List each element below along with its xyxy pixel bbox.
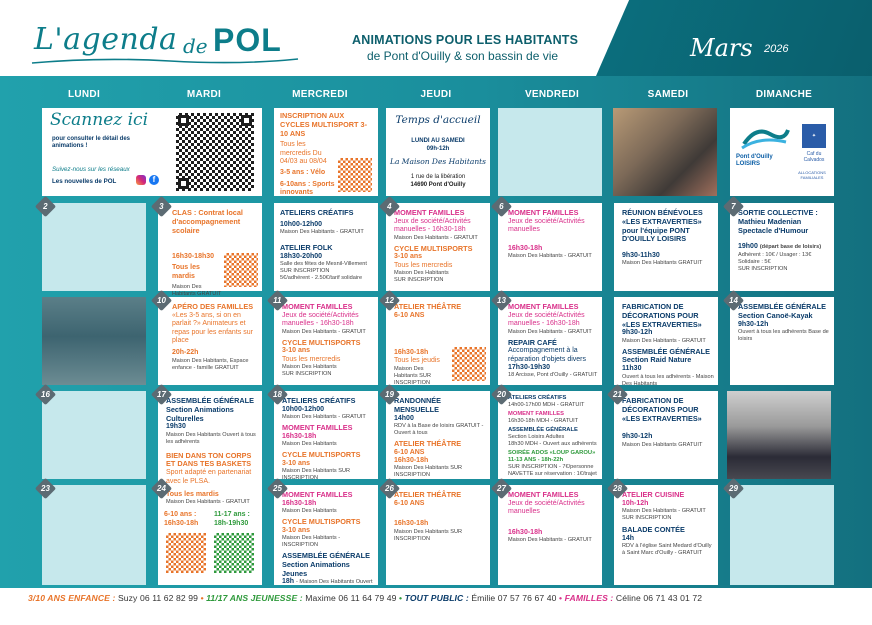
date-badge: 23 <box>35 478 56 499</box>
clas-qr-code[interactable] <box>224 253 258 287</box>
event-place: Maison Des Habitants SUR INSCRIPTION <box>394 528 463 542</box>
day-cell-7 <box>614 203 718 291</box>
group-photo <box>727 391 831 479</box>
event-price: Adhérent : 10€ / Usager : 13€ <box>738 251 812 258</box>
follow-text: Suivez-nous sur les réseaux <box>52 166 130 173</box>
accueil-card <box>386 108 490 196</box>
event-desc: Section Loisirs Adultes <box>508 433 565 440</box>
empty-cell <box>498 108 602 196</box>
date-badge: 6 <box>491 196 512 217</box>
day-header-vendredi: VENDREDI <box>524 89 580 100</box>
event-place: Maison Des Habitants - GRATUIT <box>282 414 366 421</box>
date-badge: 21 <box>607 384 628 405</box>
public-contact: Émilie 07 57 76 67 40 <box>471 593 557 603</box>
month-label: Mars <box>690 34 753 62</box>
date-badge: 7 <box>723 196 744 217</box>
accueil-hours: 09h-12h <box>426 146 450 152</box>
event-time: 14h00-17h00 MDH - GRATUIT <box>508 401 585 408</box>
event-place: Maison Des Habitants <box>394 270 449 277</box>
kayak-photo <box>42 297 146 385</box>
event-desc: Jeux de société/Activités manuelles - 16h30-18h <box>508 311 585 328</box>
day-cell-27 <box>498 485 602 585</box>
event-desc: Sport adapté en partenariat avec le PLSA. <box>166 469 252 485</box>
event-place: Maison Des Habitants <box>282 364 337 371</box>
event-time: 16h30-18h <box>508 528 543 536</box>
event-time: 20h-22h <box>172 349 199 357</box>
caf-logo-sub: ALLOCATIONS FAMILIALES <box>798 170 826 180</box>
event-time: 18h30-20h00 <box>280 252 323 260</box>
page-subtitle: de Pont d'Ouilly & son bassin de vie <box>367 49 559 63</box>
date-badge: 25 <box>267 478 288 499</box>
event-place: Maison Des Habitants <box>282 508 337 515</box>
enfance-label: 3/10 ANS ENFANCE : <box>28 593 116 603</box>
page-title: ANIMATIONS POUR LES HABITANTS <box>352 33 579 47</box>
inscription-title: INSCRIPTION AUX CYCLES MULTISPORT 3-10 ANS <box>280 111 368 138</box>
event-title: MOMENT FAMILLES <box>282 423 353 433</box>
event-place: Maison Des Habitants - GRATUIT <box>508 536 592 543</box>
age-group-label: 11-17 ans : <box>214 511 250 518</box>
age-group-time: 18h-19h30 <box>214 520 249 527</box>
event-time: 16h30-18h <box>394 349 429 356</box>
qr-corner-marker <box>178 178 189 189</box>
event-place: 18 Arcisse, Pont d'Ouilly - GRATUIT <box>508 372 598 379</box>
event-time: 18h30 MDH - Ouvert aux adhérents <box>508 440 597 447</box>
event-time: 9h30-11h30 <box>622 252 660 259</box>
event-age: 6-10 ANS <box>394 448 425 456</box>
event-time: 17h30-19h30 <box>508 364 551 372</box>
event-place: Maison Des Habitants <box>282 441 337 448</box>
event-desc: Jeux de société/Activités manuelles - 16h30-18h <box>394 217 471 234</box>
event-title: ATELIERS CRÉATIFS <box>280 208 354 217</box>
event-time: 10h00-12h00 <box>282 405 325 413</box>
familles-label: FAMILLES : <box>564 593 614 603</box>
event-place: Maison Des Habitants GRATUIT <box>172 284 222 298</box>
logo-agenda-text: L'agenda <box>34 22 178 57</box>
event-age: 3-10 ans <box>282 526 311 534</box>
event-when: Tous les jeudis <box>394 357 440 365</box>
qr-corner-marker <box>178 115 189 126</box>
event-desc: «Les 3-5 ans, si on en parlait ?» Animateurs et repas pour les enfants sur place <box>172 311 253 344</box>
event-place: Ouvert à tous les adhérents - Maison Des Habitants <box>622 373 714 387</box>
event-time: 10h00-12h00 <box>280 220 323 228</box>
event-title: SORTIE COLLECTIVE : Mathieu Madenian Spectacle d'Humour <box>738 208 818 235</box>
date-badge: 13 <box>491 290 512 311</box>
accueil-title: Temps d'accueil <box>395 114 481 126</box>
partners-card <box>730 108 834 196</box>
caf-logo-icon: ✦ <box>802 124 826 148</box>
qr-corner-marker <box>241 115 252 126</box>
event-place: Maison Des Habitants - GRATUIT SUR INSCRIPTION <box>622 508 706 522</box>
event-time: 14h00 <box>394 414 414 422</box>
event-when: Tous les mercredis <box>394 261 453 269</box>
event-place: Maison Des Habitants GRATUIT <box>622 441 703 448</box>
day-header-lundi: LUNDI <box>67 89 101 100</box>
instagram-icon[interactable] <box>136 175 146 185</box>
date-badge: 18 <box>267 384 288 405</box>
day-header-mardi: MARDI <box>186 89 222 100</box>
event-title: MOMENT FAMILLES <box>394 208 465 217</box>
event-place: Maison Des Habitants - GRATUIT <box>282 328 366 335</box>
event-place: Maison Des Habitants SUR INSCRIPTION <box>394 465 463 479</box>
event-place: Maison Des Habitants - GRATUIT <box>166 499 250 506</box>
event-when: Tous les mercredis <box>282 355 341 363</box>
event-title: BALADE CONTÉE <box>622 525 685 535</box>
date-badge: 17 <box>151 384 172 405</box>
event-title: CYCLE MULTISPORTS <box>394 243 473 253</box>
event-place: - Maison Des Habitants Ouvert <box>296 579 373 586</box>
contacts-bar <box>28 593 858 603</box>
inscription-age1: 3-5 ans : Vélo <box>280 169 326 177</box>
children-activity-photo <box>613 108 717 196</box>
event-title: CYCLE MULTISPORTS <box>282 450 361 460</box>
day-header-dimanche: DIMANCHE <box>755 89 813 100</box>
age-group-time: 16h30-18h <box>164 520 199 527</box>
logo-pol-text: POL <box>213 22 282 58</box>
event-age: 6-10 ANS <box>394 311 425 319</box>
event-time: 16h30-18h <box>394 457 429 464</box>
date-badge: 29 <box>723 478 744 499</box>
event-time: 16h30-18h30 <box>172 253 215 260</box>
day-cell-21 <box>614 391 718 479</box>
day-cell-23 <box>42 485 146 585</box>
event-place: Maison Des Habitants - GRATUIT <box>394 234 478 241</box>
event-time: 9h30-12h <box>738 320 769 328</box>
event-desc: Jeux de société/Activités manuelles <box>508 499 585 516</box>
event-sub: SUR INSCRIPTION <box>394 277 444 284</box>
event-price: Solidaire : 5€ <box>738 258 771 265</box>
day-header-mercredi: MERCREDI <box>292 89 348 100</box>
accueil-addr1: 1 rue de la libération <box>410 174 466 180</box>
date-badge: 3 <box>151 196 172 217</box>
event-time: 11-13 ANS - 18h-22h <box>508 456 564 463</box>
event-title: MOMENT FAMILLES <box>508 410 565 417</box>
year-label: 2026 <box>764 43 789 55</box>
date-badge: 27 <box>491 478 512 499</box>
date-badge: 16 <box>35 384 56 405</box>
event-title: ASSEMBLÉE GÉNÉRALE Section Animations Jeunes <box>282 551 370 578</box>
date-badge: 19 <box>379 384 400 405</box>
enfance-qr-code[interactable] <box>166 533 206 573</box>
date-badge: 28 <box>607 478 628 499</box>
day-cell-4 <box>274 203 378 291</box>
event-age: 3-10 ans <box>282 460 311 467</box>
event-place: Maison Des Habitants GRATUIT <box>622 260 703 267</box>
event-title: ATELIER FOLK <box>280 243 333 253</box>
jeunesse-qr-code[interactable] <box>214 533 254 573</box>
event-desc: Accompagnement à la réparation d'objets divers <box>508 347 586 363</box>
separator: • <box>559 593 563 603</box>
scan-intro-card <box>42 108 262 196</box>
accueil-addr2: 14690 Pont d'Ouilly <box>410 182 466 188</box>
event-title: ASSEMBLÉE GÉNÉRALE Section Raid Nature <box>622 346 710 365</box>
day-header-samedi: SAMEDI <box>647 89 689 100</box>
day-cell-15 <box>730 297 834 385</box>
day-cell-16 <box>42 391 146 479</box>
event-title: BIEN DANS TON CORPS ET DANS TES BASKETS <box>166 450 252 469</box>
event-title: MOMENT FAMILLES <box>282 302 353 311</box>
event-desc: Jeux de société/Activités manuelles <box>508 217 585 234</box>
event-title: ASSEMBLÉE GÉNÉRALE Section Canoë-Kayak <box>738 302 826 320</box>
event-title: MOMENT FAMILLES <box>282 490 353 499</box>
event-time: 9h30-12h <box>622 329 653 337</box>
event-title: MOMENT FAMILLES <box>508 490 579 499</box>
event-time: 19h30 <box>166 423 186 431</box>
facebook-icon[interactable]: f <box>149 175 159 185</box>
event-place: Maison Des Habitants - GRATUIT <box>280 229 364 236</box>
enfance-contact: Suzy 06 11 62 82 99 <box>117 593 199 603</box>
day-cell-13 <box>498 297 602 385</box>
day-cell-19 <box>386 391 490 479</box>
event-time: 18h <box>282 578 295 586</box>
event-time: 9h30-12h <box>622 433 653 441</box>
event-age: 6-10 ANS <box>394 499 425 507</box>
event-title: SOIRÉE ADOS «LOUP GAROU» <box>508 449 596 456</box>
event-title: CLAS : Contrat local d'accompagnement scolaire <box>172 208 243 235</box>
date-badge: 11 <box>267 290 288 311</box>
familles-contact: Céline 06 71 43 01 72 <box>615 593 703 603</box>
event-age: 3-10 ans <box>394 253 423 261</box>
day-cell-5 <box>386 203 490 291</box>
event-title: MOMENT FAMILLES <box>508 302 579 311</box>
day-cell-18 <box>273 390 378 482</box>
date-badge: 2 <box>35 196 56 217</box>
event-title: ASSEMBLÉE GÉNÉRALE <box>508 426 578 433</box>
caf-logo-text: Caf du Calvados <box>803 151 825 163</box>
event-place: Maison Des Habitants - INSCRIPTION <box>282 535 341 549</box>
date-badge: 24 <box>151 478 172 499</box>
event-title: ASSEMBLÉE GÉNÉRALE Section Animations Culturelles <box>166 396 254 423</box>
day-cell-3 <box>158 201 262 298</box>
date-badge: 12 <box>379 290 400 311</box>
day-cell-28 <box>614 485 718 585</box>
day-cell-10 <box>158 297 262 385</box>
event-title: ATELIERS CRÉATIFS <box>508 395 567 401</box>
event-title: REPAIR CAFÉ <box>508 337 557 347</box>
header <box>0 0 872 76</box>
accueil-place: La Maison Des Habitants <box>389 157 487 166</box>
event-sub: SUR INSCRIPTION <box>738 265 788 272</box>
event-sub: SUR INSCRIPTION - 7€/personne <box>508 463 594 470</box>
inscription-dates: Tous les mercredis Du 04/03 au 08/04 <box>280 141 327 166</box>
date-badge: 10 <box>151 290 172 311</box>
event-title: CYCLE MULTISPORTS <box>282 337 361 347</box>
inscription-age2: 6-10ans : Sports innovants <box>280 180 335 197</box>
event-title: RANDONNÉE MENSUELLE <box>394 396 442 414</box>
event-time: 16h30-18h <box>394 520 429 528</box>
event-age: 3-10 ans <box>282 347 311 355</box>
accueil-days: LUNDI AU SAMEDI <box>411 138 465 144</box>
event-place: RDV à la Base de loisirs GRATUIT - Ouvert à tous <box>394 422 484 436</box>
day-cell-2 <box>42 203 146 291</box>
event-time: 14h <box>622 534 635 542</box>
logo-underline-swash <box>30 56 300 66</box>
day-cell-29 <box>730 485 834 585</box>
event-title: ATELIER THÉÂTRE <box>394 438 462 448</box>
logo-de-text: de <box>183 34 208 58</box>
event-time: 16h30-18h <box>282 499 317 507</box>
event-time: 16h30-18h MDH - GRATUIT <box>508 417 579 424</box>
event-place: Ouvert à tous les adhérents Base de loisirs <box>738 328 829 342</box>
inscription-card <box>274 108 378 196</box>
event-title: ATELIER THÉÂTRE <box>394 302 462 311</box>
event-place: Maison Des Habitants - GRATUIT <box>508 252 592 259</box>
separator: • <box>200 593 204 603</box>
event-time: 16h30-18h <box>282 432 317 440</box>
event-place: Maison Des Habitants SUR INSCRIPTION <box>394 365 431 386</box>
event-title: ATELIER THÉÂTRE <box>394 490 462 499</box>
event-place: Maison Des Habitants, Espace enfance - famille GRATUIT <box>172 357 249 371</box>
day-cell-11 <box>274 297 378 385</box>
event-when: Tous les mardis <box>166 491 219 498</box>
event-desc: Jeux de société/Activités manuelles - 16h30-18h <box>282 311 359 328</box>
event-title: MOMENT FAMILLES <box>508 208 579 217</box>
event-title: FABRICATION DE DÉCORATIONS POUR «LES EXTRAVERTIES» <box>622 302 702 329</box>
event-place: Maison Des Habitants - GRATUIT <box>508 328 592 335</box>
age-group-label: 6-10 ans : <box>164 511 197 518</box>
day-cell-6 <box>498 203 602 291</box>
date-badge: 26 <box>379 478 400 499</box>
jeunesse-label: 11/17 ANS JEUNESSE : <box>206 593 303 603</box>
loisirs-logo-icon <box>740 122 790 152</box>
event-title: FABRICATION DE DÉCORATIONS POUR «LES EXTRAVERTIES» <box>622 396 702 423</box>
day-cell-12 <box>386 297 490 385</box>
event-time: 16h30-18h <box>508 244 543 252</box>
event-time: 19h00 (départ base de loisirs) <box>738 243 822 251</box>
day-cell-14 <box>614 297 718 385</box>
event-title: CYCLE MULTISPORTS <box>282 517 361 527</box>
follow-sub: Les nouvelles de POL <box>52 178 117 185</box>
event-title: ATELIERS CRÉATIFS <box>282 396 356 405</box>
event-title: APÉRO DES FAMILLES <box>172 302 254 311</box>
day-cell-26 <box>386 485 490 585</box>
jeunesse-contact: Maxime 06 11 64 79 49 <box>305 593 397 603</box>
event-title: ATELIER CUISINE <box>622 490 685 499</box>
event-price: 5€/adhérent - 2.50€/tarif solidaire <box>280 275 363 282</box>
loisirs-logo-text: Pont d'Ouilly LOISIRS <box>736 154 773 167</box>
separator: • <box>399 593 403 603</box>
event-sub: NAVETTE sur réservation : 1€/trajet <box>508 470 597 477</box>
event-title: RÉUNION BÉNÉVOLES «LES EXTRAVERTIES» pour l'équipe PONT D'OUILLY LOISIRS <box>622 208 703 244</box>
day-cell-20 <box>498 391 602 479</box>
day-cell-17 <box>158 391 262 585</box>
event-place: Maison Des Habitants SUR INSCRIPTION <box>282 468 351 482</box>
date-badge: 20 <box>491 384 512 405</box>
scan-title: Scannez ici <box>50 110 149 130</box>
scan-text: pour consulter le détail des animations ! <box>52 136 131 150</box>
date-badge: 4 <box>379 196 400 217</box>
event-place: Maison Des Habitants Ouvert à tous les adhérents <box>166 431 256 445</box>
event-time: 10h-12h <box>622 499 649 507</box>
date-badge: 14 <box>723 290 744 311</box>
inscription-qr-code[interactable] <box>338 158 372 192</box>
event-place: Maison Des Habitants - GRATUIT <box>622 337 706 344</box>
event-place: Salle des fêtes de Mesnil-Villement <box>280 261 367 268</box>
event-place: RDV à l'église Saint Medard d'Ouilly à Saint Marc d'Ouilly - GRATUIT <box>622 543 712 557</box>
day-cell-8 <box>730 203 834 291</box>
theatre-qr-code[interactable] <box>452 347 486 381</box>
day-header-jeudi: JEUDI <box>420 89 452 100</box>
event-when: Tous les mardis <box>172 264 200 280</box>
day-cell-25 <box>274 485 378 585</box>
event-time: 11h30 <box>622 365 642 373</box>
public-label: TOUT PUBLIC : <box>404 593 469 603</box>
event-sub: SUR INSCRIPTION <box>280 268 330 275</box>
event-sub: SUR INSCRIPTION <box>282 371 332 378</box>
